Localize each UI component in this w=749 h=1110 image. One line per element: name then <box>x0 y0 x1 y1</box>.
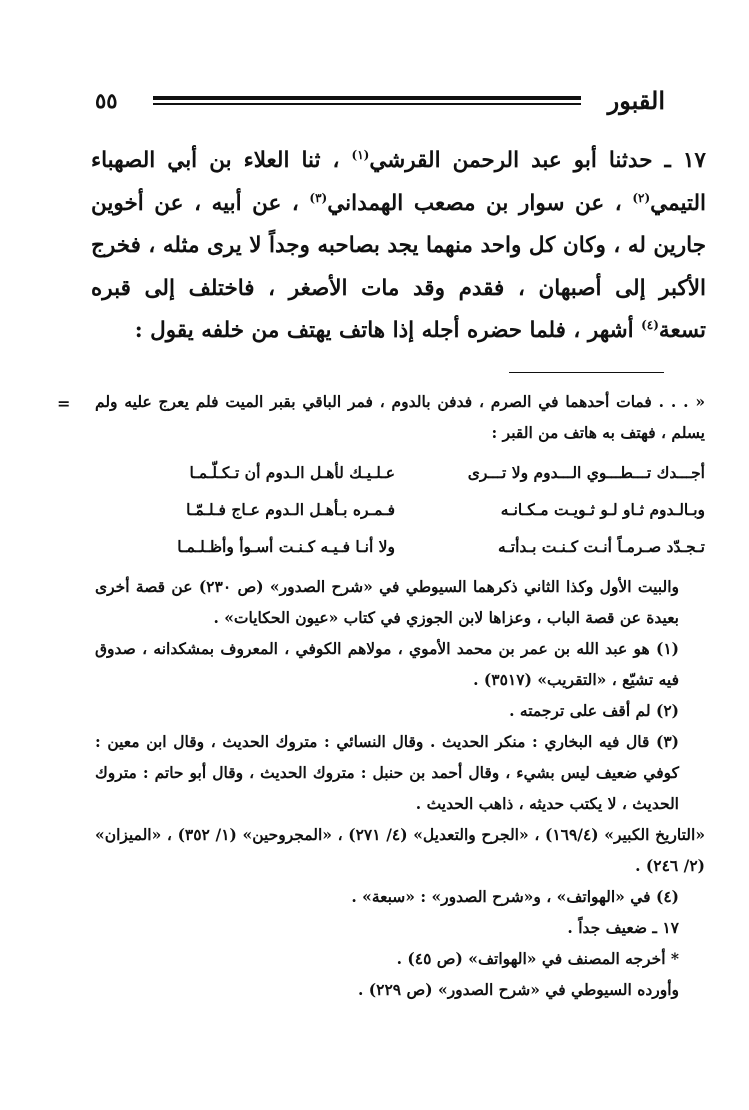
footnote-ref-3: (٣) <box>309 190 328 205</box>
footnote-3: (٣) قال فيه البخاري : منكر الحديث . وقال النسائي : متروك الحديث ، وقال ابن معين : كوفي ضعيف ليس بشيء ، وقال أحمد بن حنبل : متروك الحديث ، وقال أبو حاتم : متروك الحديث ، لا يكتب حديثه ، ذاهب الحديث . <box>95 732 679 813</box>
verse-second-hemistich: عـلـيـك لأهـل الـدوم أن تـكـلّـمـا <box>189 463 395 482</box>
footnote-4: (٤) في «الهواتف» ، و«شرح الصدور» : «سبعة» . <box>351 887 679 906</box>
footnote-2: (٢) لم أقف على ترجمته . <box>509 701 679 720</box>
poem-verse <box>95 491 705 528</box>
footnote-ref-2: (٢) <box>632 190 651 205</box>
main-text <box>91 140 706 353</box>
poem-verse <box>95 454 705 491</box>
main-text-segment: ، عن سوار بن مصعب الهمداني <box>327 190 633 216</box>
main-text-segment: ١٧ ـ حدثنا أبو عبد الرحمن القرشي <box>369 148 706 173</box>
footnote-ref-1: (١) <box>351 147 370 162</box>
footnote-continuation: « . . . فمات أحدهما في الصرم ، فدفن بالدوم ، فمر الباقي بقبر الميت فلم يعرج عليه ولم يسلم ، فهتف به هاتف من القبر : <box>95 392 705 442</box>
footnote-ref-4: (٤) <box>641 318 659 333</box>
verse-second-hemistich: ولا أنـا فـيـه كـنـت أسـوأ وأظـلـمـا <box>177 537 395 556</box>
hadith-grade: ١٧ ـ ضعيف جداً . <box>567 918 679 937</box>
page-number: ٥٥ <box>95 88 118 113</box>
verse-first-hemistich: وبـالـدوم ثـاو لـو ثـويـت مـكـانـه <box>500 500 705 519</box>
footnote-separator <box>509 372 664 373</box>
footnote-3-sources: «التاريخ الكبير» (١٦٩/٤) ، «الجرح والتعديل» (٤/ ٢٧١) ، «المجروحين» (١/ ٣٥٢) ، «الميزان» (٢/ ٢٤٦) . <box>95 825 706 875</box>
continuation-mark: = <box>57 394 71 413</box>
poem-verse <box>95 528 705 565</box>
poem <box>95 454 705 565</box>
footnotes <box>57 386 706 1005</box>
verse-first-hemistich: تـجـدّد صـرمـاً أنـت كـنـت بـدأتـه <box>497 537 705 556</box>
poem-source-note: والبيت الأول وكذا الثاني ذكرهما السيوطي في «شرح الصدور» (ص ٢٣٠) عن قصة أخرى بعيدة عن قصة الباب ، وعزاها لابن الجوزي في كتاب «عيون الحكايات» . <box>95 577 679 627</box>
main-text-segment: أشهر ، فلما حضره أجله إذا هاتف يهتف من خلفه يقول : <box>134 318 642 344</box>
header-rule <box>153 96 581 105</box>
running-title: القبور <box>607 86 665 115</box>
takhrij-line: وأورده السيوطي في «شرح الصدور» (ص ٢٢٩) . <box>358 980 679 999</box>
takhrij-line: * أخرجه المصنف في «الهواتف» (ص ٤٥) . <box>396 949 679 968</box>
verse-second-hemistich: فـمـره بـأهـل الـدوم عـاج فـلـمّـا <box>186 500 395 519</box>
page-header <box>95 86 665 120</box>
verse-first-hemistich: أجـــدك تـــطـــوي الـــدوم ولا تـــرى <box>467 463 705 482</box>
main-text-segment: ، ثنا العلاء بن أبي الصهباء التيمي <box>91 148 706 216</box>
footnote-1: (١) هو عبد الله بن عمر بن محمد الأموي ، مولاهم الكوفي ، المعروف بمشكدانه ، صدوق فيه تشيّع ، «التقريب» (٣٥١٧) . <box>95 639 679 689</box>
main-text-segment: ، عن أبيه ، عن أخوين جارين له ، وكان كل واحد منهما يجد بصاحبه وجداً لا يرى مثله ، فخرج الأكبر إلى أصبهان ، فقدم وقد مات الأصغر ، فاختلف إلى قبره تسعة <box>91 190 706 344</box>
